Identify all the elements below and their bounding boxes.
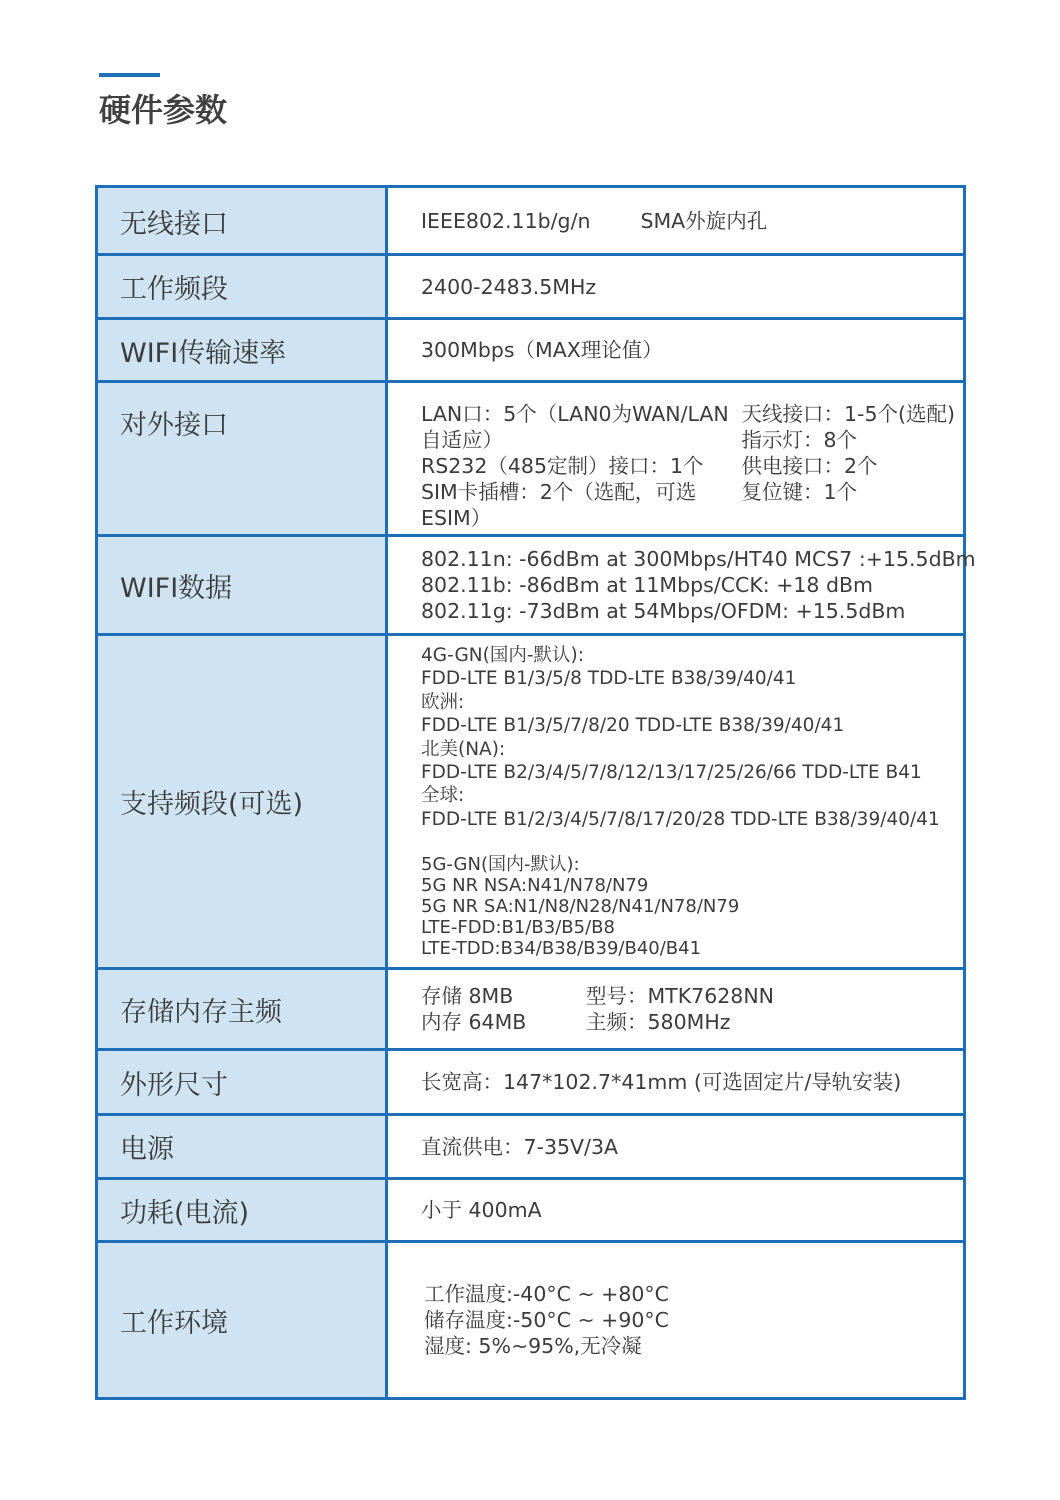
band-line: 5G-GN(国内-默认): xyxy=(421,854,580,876)
hardware-spec-table xyxy=(95,185,976,1400)
spec-value: 2400-2483.5MHz xyxy=(387,255,965,319)
spec-value xyxy=(387,1242,965,1399)
port-item: 复位键：1个 xyxy=(741,480,858,504)
spec-value: 直流供电：7-35V/3A xyxy=(387,1115,965,1179)
spec-row-wifi-data xyxy=(97,536,965,635)
spec-row-consumption xyxy=(97,1179,965,1242)
band-line: 4G-GN(国内-默认): xyxy=(421,645,584,666)
band-line: LTE-TDD:B34/B38/B39/B40/B41 xyxy=(421,938,702,960)
wifi-data-line: 802.11n: -66dBm at 300Mbps/HT40 MCS7 :+15.5dBm xyxy=(421,547,976,571)
spec-value xyxy=(387,382,965,536)
spec-row-power xyxy=(97,1115,965,1179)
spec-label: 无线接口 xyxy=(97,187,387,255)
spec-value xyxy=(387,536,976,635)
spec-value xyxy=(387,635,965,969)
wifi-data-line: 802.11g: -73dBm at 54Mbps/OFDM: +15.5dBm xyxy=(421,599,906,623)
env-line: 储存温度:-50°C ~ +90°C xyxy=(424,1308,669,1332)
spec-label: WIFI数据 xyxy=(97,536,387,635)
storage-size: 存储 8MB xyxy=(421,984,514,1008)
spec-value: 小于 400mA xyxy=(387,1179,965,1242)
wifi-data-line: 802.11b: -86dBm at 11Mbps/CCK: +18 dBm xyxy=(421,573,874,597)
page-title: 硬件参数 xyxy=(99,91,228,129)
spec-row-frequency xyxy=(97,255,965,319)
ram-size: 内存 64MB xyxy=(421,1010,527,1034)
spec-row-size xyxy=(97,1050,965,1115)
spec-label: 功耗(电流) xyxy=(97,1179,387,1242)
env-line: 工作温度:-40°C ~ +80°C xyxy=(424,1282,669,1306)
chip-model: 型号：MTK7628NN xyxy=(586,984,774,1008)
wifi-standard: IEEE802.11b/g/n xyxy=(421,208,591,233)
band-line: 欧洲: xyxy=(421,691,465,713)
spec-row-wifi-rate xyxy=(97,319,965,382)
port-item: SIM卡插槽：2个（选配，可选ESIM） xyxy=(421,480,697,530)
spec-row-environment xyxy=(97,1242,965,1399)
spec-row-bands xyxy=(97,635,965,969)
env-line: 湿度: 5%~95%,无冷凝 xyxy=(424,1334,642,1358)
band-line: 5G NR SA:N1/N8/N28/N41/N78/N79 xyxy=(421,896,740,918)
spec-row-ports xyxy=(97,382,965,536)
spec-label: 对外接口 xyxy=(97,382,387,536)
spec-label: 电源 xyxy=(97,1115,387,1179)
spec-value: 长宽高：147*102.7*41mm (可选固定片/导轨安装) xyxy=(387,1050,965,1115)
band-line: FDD-LTE B1/3/5/8 TDD-LTE B38/39/40/41 xyxy=(421,668,797,690)
port-item: 天线接口：1-5个(选配) xyxy=(741,402,955,426)
band-line: 全球: xyxy=(421,785,465,807)
spec-value: 300Mbps（MAX理论值） xyxy=(387,319,965,382)
port-item: RS232（485定制）接口：1个 xyxy=(421,454,704,478)
spec-row-memory xyxy=(97,969,965,1050)
title-accent-bar xyxy=(99,73,160,77)
spec-label: 支持频段(可选) xyxy=(97,635,387,969)
spec-value xyxy=(387,187,965,255)
band-line: FDD-LTE B2/3/4/5/7/8/12/13/17/25/26/66 TDD-LTE B41 xyxy=(421,762,922,784)
band-line: LTE-FDD:B1/B3/B5/B8 xyxy=(421,917,615,939)
spec-row-wireless xyxy=(97,187,965,255)
band-line: FDD-LTE B1/3/5/7/8/20 TDD-LTE B38/39/40/41 xyxy=(421,715,845,737)
spec-label: 工作环境 xyxy=(97,1242,387,1399)
band-line: 5G NR NSA:N41/N78/N79 xyxy=(421,875,649,897)
spec-value xyxy=(387,969,965,1050)
antenna-connector: SMA外旋内孔 xyxy=(640,208,768,233)
spec-label: 工作频段 xyxy=(97,255,387,319)
port-item: 供电接口：2个 xyxy=(741,454,878,478)
spec-label: 存储内存主频 xyxy=(97,969,387,1050)
clock-speed: 主频：580MHz xyxy=(586,1010,731,1034)
spec-label: 外形尺寸 xyxy=(97,1050,387,1115)
band-line: FDD-LTE B1/2/3/4/5/7/8/17/20/28 TDD-LTE B38/39/40/41 xyxy=(421,808,940,830)
port-item: 指示灯：8个 xyxy=(741,428,858,452)
spec-label: WIFI传输速率 xyxy=(97,319,387,382)
port-item: LAN口：5个（LAN0为WAN/LAN自适应） xyxy=(421,402,729,452)
band-line: 北美(NA): xyxy=(421,738,506,760)
